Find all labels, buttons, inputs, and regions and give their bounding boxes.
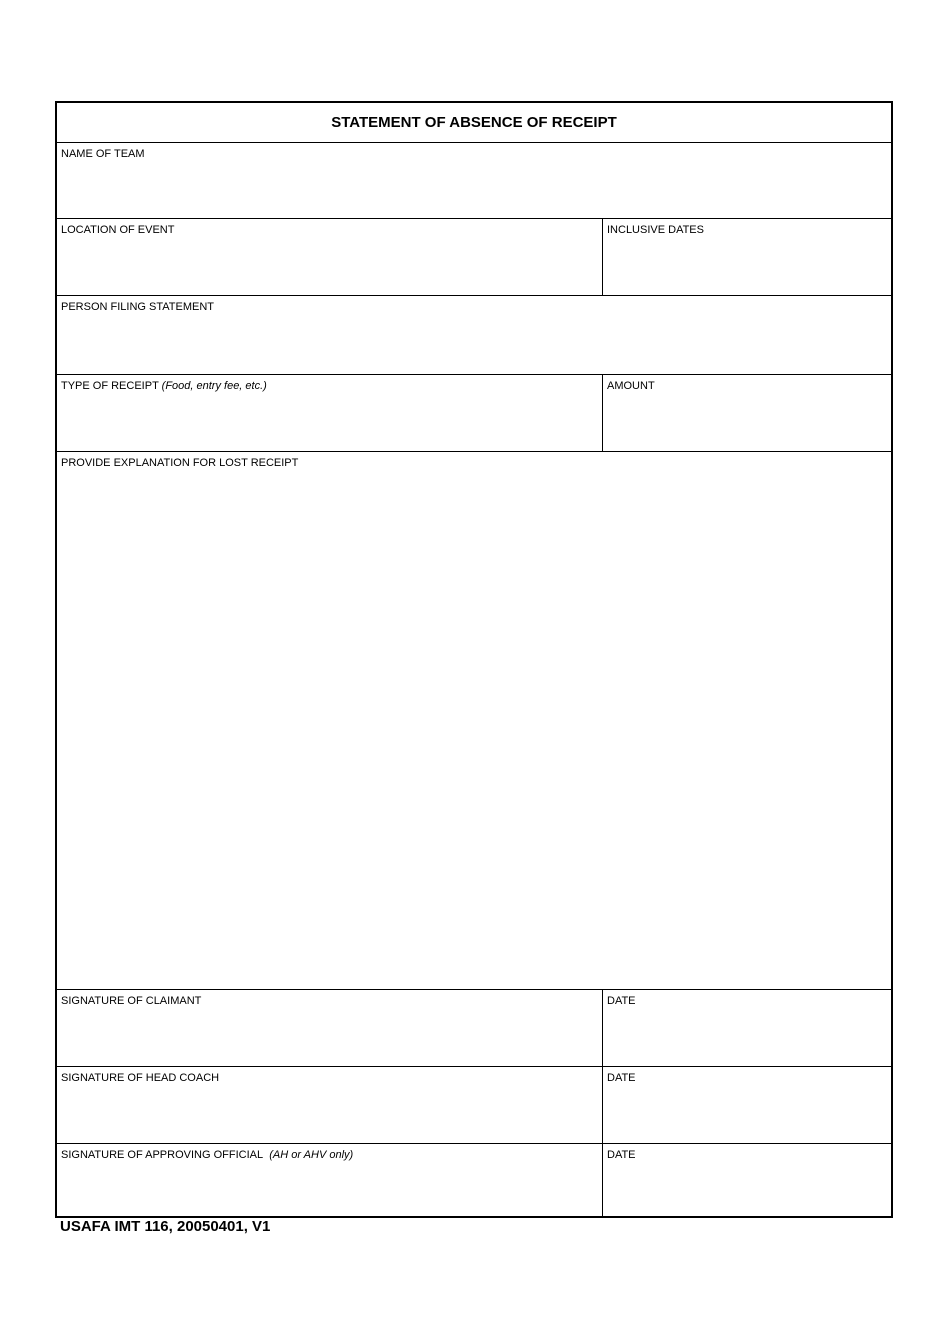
signature-approving-cell (57, 1144, 602, 1218)
inclusive-dates-field[interactable] (605, 239, 889, 293)
person-filing-field[interactable] (59, 316, 889, 372)
signature-approving-note: (AH or AHV only) (269, 1149, 354, 1161)
absence-of-receipt-form (55, 101, 893, 1218)
signature-claimant-label: SIGNATURE OF CLAIMANT (61, 995, 202, 1007)
location-of-event-cell (57, 219, 602, 295)
signature-approving-label: SIGNATURE OF APPROVING OFFICIAL (AH or AHV only) (61, 1149, 354, 1161)
type-of-receipt-note: (Food, entry fee, etc.) (161, 380, 267, 392)
date-approving-cell (602, 1144, 891, 1218)
type-of-receipt-field[interactable] (59, 395, 600, 449)
date-approving-label: DATE (607, 1149, 636, 1161)
signature-claimant-cell (57, 990, 602, 1066)
amount-field[interactable] (605, 395, 889, 449)
type-of-receipt-cell (57, 375, 602, 451)
row-location-dates (57, 218, 891, 295)
signature-claimant-field[interactable] (59, 1010, 600, 1064)
row-person-filing (57, 295, 891, 374)
row-signature-head-coach (57, 1066, 891, 1143)
date-claimant-cell (602, 990, 891, 1066)
row-receipt-amount (57, 374, 891, 451)
signature-head-coach-field[interactable] (59, 1087, 600, 1141)
date-claimant-field[interactable] (605, 1010, 889, 1064)
amount-cell (602, 375, 891, 451)
name-of-team-label: NAME OF TEAM (61, 148, 145, 160)
form-id-footer: USAFA IMT 116, 20050401, V1 (60, 1218, 271, 1235)
name-of-team-field[interactable] (59, 163, 889, 216)
name-of-team-cell (57, 143, 891, 218)
form-title: STATEMENT OF ABSENCE OF RECEIPT (331, 114, 617, 131)
date-approving-field[interactable] (605, 1164, 889, 1216)
explanation-field[interactable] (59, 472, 889, 987)
date-head-coach-field[interactable] (605, 1087, 889, 1141)
location-of-event-field[interactable] (59, 239, 600, 293)
signature-approving-field[interactable] (59, 1164, 600, 1216)
person-filing-label: PERSON FILING STATEMENT (61, 301, 214, 313)
type-of-receipt-label: TYPE OF RECEIPT (Food, entry fee, etc.) (61, 380, 267, 392)
inclusive-dates-label: INCLUSIVE DATES (607, 224, 704, 236)
signature-head-coach-label: SIGNATURE OF HEAD COACH (61, 1072, 220, 1084)
explanation-label: PROVIDE EXPLANATION FOR LOST RECEIPT (61, 457, 299, 469)
amount-label: AMOUNT (607, 380, 655, 392)
inclusive-dates-cell (602, 219, 891, 295)
date-claimant-label: DATE (607, 995, 636, 1007)
date-head-coach-cell (602, 1067, 891, 1143)
date-head-coach-label: DATE (607, 1072, 636, 1084)
row-explanation (57, 451, 891, 989)
person-filing-cell (57, 296, 891, 374)
row-name-of-team (57, 142, 891, 218)
location-of-event-label: LOCATION OF EVENT (61, 224, 175, 236)
row-signature-claimant (57, 989, 891, 1066)
signature-head-coach-cell (57, 1067, 602, 1143)
explanation-cell (57, 452, 891, 989)
row-signature-approving (57, 1143, 891, 1218)
